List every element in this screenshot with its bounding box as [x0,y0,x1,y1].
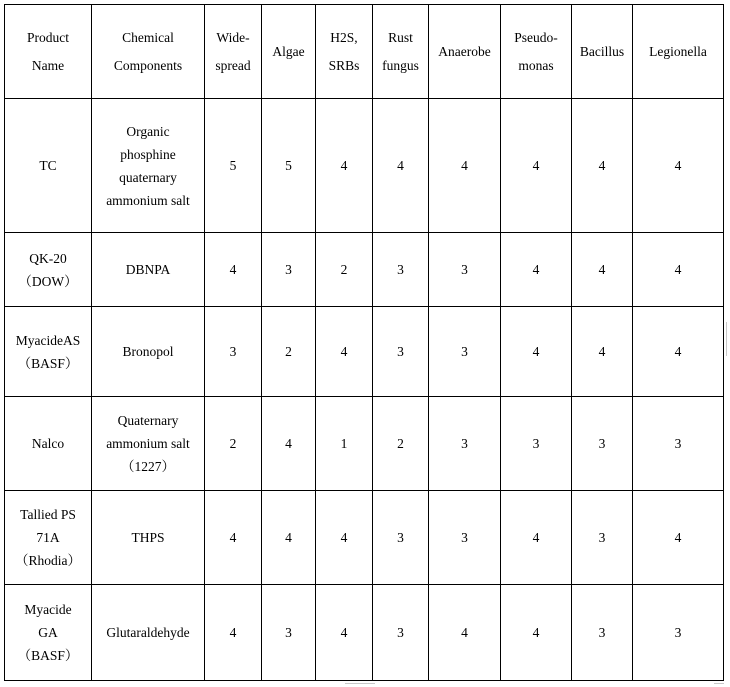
rating-cell: 1 [316,397,373,491]
product-name-cell: QK-20 （DOW） [5,233,92,307]
rating-cell: 4 [316,585,373,681]
rating-cell: 4 [316,307,373,397]
chemical-components-cell: Quaternary ammonium salt （1227） [92,397,205,491]
rating-cell: 3 [633,585,724,681]
table-row [5,307,724,397]
rating-cell: 3 [572,585,633,681]
rating-cell: 4 [633,307,724,397]
rating-cell: 3 [262,233,316,307]
table-row [5,99,724,233]
rating-cell: 4 [572,99,633,233]
header-algae: Algae [262,5,316,99]
biocide-comparison-table [4,4,724,681]
rating-cell: 2 [373,397,429,491]
rating-cell: 3 [262,585,316,681]
rating-cell: 4 [205,233,262,307]
rating-cell: 4 [501,99,572,233]
rating-cell: 3 [373,307,429,397]
product-name-cell: Myacide GA （BASF） [5,585,92,681]
header-chemical-components: Chemical Components [92,5,205,99]
product-name-cell: Tallied PS 71A （Rhodia） [5,491,92,585]
resize-marker [714,683,724,684]
table-row [5,233,724,307]
header-rust-fungus: Rust fungus [373,5,429,99]
chemical-components-cell: THPS [92,491,205,585]
rating-cell: 4 [316,99,373,233]
rating-cell: 4 [501,585,572,681]
header-pseudomonas: Pseudo- monas [501,5,572,99]
rating-cell: 4 [262,397,316,491]
rating-cell: 3 [429,233,501,307]
rating-cell: 3 [429,491,501,585]
rating-cell: 5 [262,99,316,233]
rating-cell: 4 [633,233,724,307]
table-header-row [5,5,724,99]
rating-cell: 4 [633,491,724,585]
product-name-cell: MyacideAS （BASF） [5,307,92,397]
rating-cell: 2 [205,397,262,491]
rating-cell: 4 [205,585,262,681]
header-h2s-srbs: H2S, SRBs [316,5,373,99]
rating-cell: 3 [633,397,724,491]
header-legionella: Legionella [633,5,724,99]
rating-cell: 3 [205,307,262,397]
header-anaerobe: Anaerobe [429,5,501,99]
rating-cell: 4 [572,307,633,397]
product-name-cell: TC [5,99,92,233]
resize-marker [726,322,727,356]
header-product-name: Product Name [5,5,92,99]
rating-cell: 4 [205,491,262,585]
rating-cell: 3 [373,491,429,585]
rating-cell: 2 [262,307,316,397]
rating-cell: 2 [316,233,373,307]
rating-cell: 4 [501,233,572,307]
table-row [5,397,724,491]
table-row [5,491,724,585]
rating-cell: 3 [373,585,429,681]
resize-marker [345,683,375,684]
header-widespread: Wide- spread [205,5,262,99]
rating-cell: 3 [501,397,572,491]
table-row [5,585,724,681]
rating-cell: 3 [429,307,501,397]
rating-cell: 3 [572,491,633,585]
rating-cell: 3 [373,233,429,307]
chemical-components-cell: DBNPA [92,233,205,307]
rating-cell: 4 [373,99,429,233]
chemical-components-cell: Glutaraldehyde [92,585,205,681]
rating-cell: 3 [429,397,501,491]
rating-cell: 5 [205,99,262,233]
rating-cell: 4 [501,491,572,585]
rating-cell: 4 [633,99,724,233]
rating-cell: 4 [429,585,501,681]
rating-cell: 3 [572,397,633,491]
chemical-components-cell: Bronopol [92,307,205,397]
header-bacillus: Bacillus [572,5,633,99]
chemical-components-cell: Organic phosphine quaternary ammonium salt [92,99,205,233]
rating-cell: 4 [501,307,572,397]
rating-cell: 4 [316,491,373,585]
rating-cell: 4 [429,99,501,233]
rating-cell: 4 [572,233,633,307]
product-name-cell: Nalco [5,397,92,491]
rating-cell: 4 [262,491,316,585]
